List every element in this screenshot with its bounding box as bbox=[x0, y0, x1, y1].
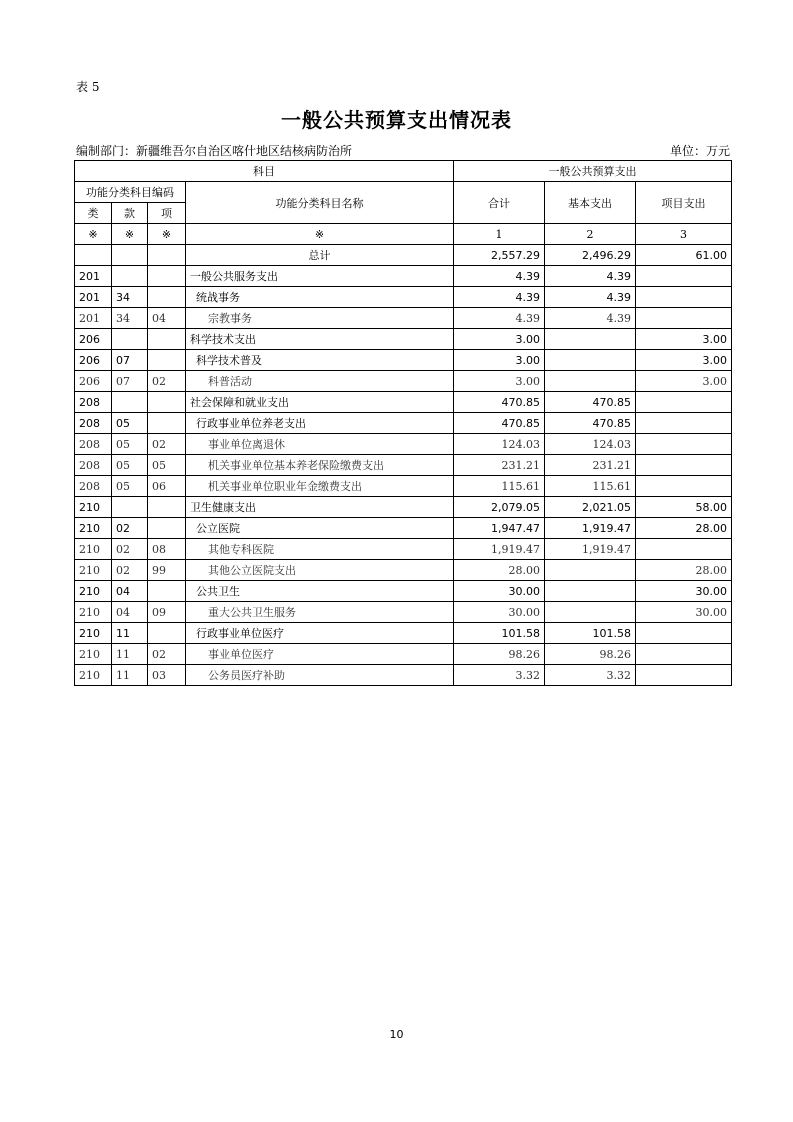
cell-kuan: 04 bbox=[112, 602, 148, 623]
cell-xiang: 04 bbox=[148, 308, 186, 329]
cell-xiang: 08 bbox=[148, 539, 186, 560]
cell-lei: 210 bbox=[75, 623, 112, 644]
table-row bbox=[75, 665, 732, 686]
table-row bbox=[75, 392, 732, 413]
cell-name: 行政事业单位养老支出 bbox=[186, 413, 454, 434]
cell-total: 3.32 bbox=[454, 665, 545, 686]
cell-project: 30.00 bbox=[636, 602, 732, 623]
cell-kuan: 07 bbox=[112, 371, 148, 392]
cell-total: 1,947.47 bbox=[454, 518, 545, 539]
cell-lei: 208 bbox=[75, 455, 112, 476]
cell-total: 124.03 bbox=[454, 434, 545, 455]
subject-header: 科目 bbox=[75, 161, 454, 182]
budget-table bbox=[74, 160, 732, 686]
mark-xiang: ※ bbox=[148, 224, 186, 245]
cell-lei: 208 bbox=[75, 413, 112, 434]
cell-kuan bbox=[112, 392, 148, 413]
table-row bbox=[75, 623, 732, 644]
cell-project: 61.00 bbox=[636, 245, 732, 266]
cell-xiang: 03 bbox=[148, 665, 186, 686]
cell-basic: 4.39 bbox=[545, 266, 636, 287]
index-project: 3 bbox=[636, 224, 732, 245]
table-row bbox=[75, 434, 732, 455]
cell-total: 2,079.05 bbox=[454, 497, 545, 518]
cell-kuan: 05 bbox=[112, 476, 148, 497]
cell-lei: 208 bbox=[75, 434, 112, 455]
cell-lei: 210 bbox=[75, 581, 112, 602]
table-row bbox=[75, 518, 732, 539]
cell-project bbox=[636, 623, 732, 644]
budget-table-body bbox=[75, 245, 732, 686]
cell-lei: 201 bbox=[75, 266, 112, 287]
cell-xiang bbox=[148, 623, 186, 644]
cell-kuan: 34 bbox=[112, 287, 148, 308]
cell-kuan: 05 bbox=[112, 455, 148, 476]
table-row bbox=[75, 308, 732, 329]
budget-header: 一般公共预算支出 bbox=[454, 161, 732, 182]
cell-lei: 206 bbox=[75, 371, 112, 392]
cell-kuan: 11 bbox=[112, 665, 148, 686]
cell-kuan: 07 bbox=[112, 350, 148, 371]
cell-total: 3.00 bbox=[454, 371, 545, 392]
cell-lei: 208 bbox=[75, 476, 112, 497]
cell-project bbox=[636, 413, 732, 434]
cell-project bbox=[636, 308, 732, 329]
cell-xiang bbox=[148, 287, 186, 308]
cell-name: 机关事业单位职业年金缴费支出 bbox=[186, 476, 454, 497]
cell-name: 科普活动 bbox=[186, 371, 454, 392]
cell-name: 事业单位医疗 bbox=[186, 644, 454, 665]
cell-total: 2,557.29 bbox=[454, 245, 545, 266]
cell-xiang: 06 bbox=[148, 476, 186, 497]
cell-project: 58.00 bbox=[636, 497, 732, 518]
cell-total: 4.39 bbox=[454, 266, 545, 287]
cell-project bbox=[636, 476, 732, 497]
cell-project bbox=[636, 392, 732, 413]
cell-basic bbox=[545, 560, 636, 581]
table-row bbox=[75, 476, 732, 497]
department-label: 编制部门：新疆维吾尔自治区喀什地区结核病防治所 bbox=[76, 144, 353, 158]
cell-total: 98.26 bbox=[454, 644, 545, 665]
cell-total: 4.39 bbox=[454, 287, 545, 308]
cell-project bbox=[636, 266, 732, 287]
cell-name: 事业单位离退休 bbox=[186, 434, 454, 455]
cell-basic: 124.03 bbox=[545, 434, 636, 455]
table-row bbox=[75, 539, 732, 560]
cell-lei: 210 bbox=[75, 602, 112, 623]
cell-project bbox=[636, 455, 732, 476]
cell-total: 4.39 bbox=[454, 308, 545, 329]
table-row bbox=[75, 371, 732, 392]
cell-name: 卫生健康支出 bbox=[186, 497, 454, 518]
cell-basic: 2,496.29 bbox=[545, 245, 636, 266]
cell-name: 统战事务 bbox=[186, 287, 454, 308]
index-total: 1 bbox=[454, 224, 545, 245]
cell-basic bbox=[545, 581, 636, 602]
cell-basic: 470.85 bbox=[545, 392, 636, 413]
cell-lei: 210 bbox=[75, 518, 112, 539]
index-basic: 2 bbox=[545, 224, 636, 245]
cell-xiang: 02 bbox=[148, 371, 186, 392]
cell-basic: 231.21 bbox=[545, 455, 636, 476]
cell-basic bbox=[545, 329, 636, 350]
cell-kuan: 04 bbox=[112, 581, 148, 602]
cell-basic: 1,919.47 bbox=[545, 539, 636, 560]
cell-lei: 201 bbox=[75, 287, 112, 308]
table-row bbox=[75, 560, 732, 581]
cell-basic: 101.58 bbox=[545, 623, 636, 644]
cell-xiang: 99 bbox=[148, 560, 186, 581]
cell-lei bbox=[75, 245, 112, 266]
cell-project: 3.00 bbox=[636, 371, 732, 392]
cell-total: 3.00 bbox=[454, 329, 545, 350]
project-header: 项目支出 bbox=[636, 182, 732, 224]
cell-basic: 98.26 bbox=[545, 644, 636, 665]
cell-total: 470.85 bbox=[454, 413, 545, 434]
cell-xiang bbox=[148, 497, 186, 518]
cell-kuan: 02 bbox=[112, 539, 148, 560]
col-kuan-header: 款 bbox=[112, 203, 148, 224]
cell-lei: 210 bbox=[75, 665, 112, 686]
cell-basic: 470.85 bbox=[545, 413, 636, 434]
cell-project: 28.00 bbox=[636, 518, 732, 539]
cell-total: 231.21 bbox=[454, 455, 545, 476]
cell-lei: 210 bbox=[75, 497, 112, 518]
cell-total: 28.00 bbox=[454, 560, 545, 581]
col-lei-header: 类 bbox=[75, 203, 112, 224]
cell-total: 1,919.47 bbox=[454, 539, 545, 560]
cell-lei: 208 bbox=[75, 392, 112, 413]
mark-name: ※ bbox=[186, 224, 454, 245]
cell-kuan: 05 bbox=[112, 434, 148, 455]
table-row bbox=[75, 329, 732, 350]
table-row bbox=[75, 602, 732, 623]
cell-xiang bbox=[148, 245, 186, 266]
cell-total: 470.85 bbox=[454, 392, 545, 413]
cell-project bbox=[636, 665, 732, 686]
cell-kuan: 11 bbox=[112, 623, 148, 644]
cell-name: 行政事业单位医疗 bbox=[186, 623, 454, 644]
cell-total: 30.00 bbox=[454, 602, 545, 623]
cell-basic bbox=[545, 371, 636, 392]
basic-header: 基本支出 bbox=[545, 182, 636, 224]
cell-xiang bbox=[148, 581, 186, 602]
cell-total: 101.58 bbox=[454, 623, 545, 644]
cell-kuan: 34 bbox=[112, 308, 148, 329]
cell-total: 115.61 bbox=[454, 476, 545, 497]
cell-kuan: 05 bbox=[112, 413, 148, 434]
cell-lei: 210 bbox=[75, 539, 112, 560]
cell-name: 科学技术支出 bbox=[186, 329, 454, 350]
cell-basic bbox=[545, 350, 636, 371]
cell-xiang bbox=[148, 329, 186, 350]
cell-name: 重大公共卫生服务 bbox=[186, 602, 454, 623]
table-row bbox=[75, 413, 732, 434]
cell-xiang bbox=[148, 518, 186, 539]
cell-basic: 4.39 bbox=[545, 308, 636, 329]
cell-name: 总计 bbox=[186, 245, 454, 266]
cell-kuan bbox=[112, 245, 148, 266]
table-row bbox=[75, 455, 732, 476]
cell-name: 宗教事务 bbox=[186, 308, 454, 329]
cell-name: 公共卫生 bbox=[186, 581, 454, 602]
cell-lei: 206 bbox=[75, 350, 112, 371]
col-xiang-header: 项 bbox=[148, 203, 186, 224]
table-row bbox=[75, 266, 732, 287]
cell-basic: 115.61 bbox=[545, 476, 636, 497]
cell-total: 30.00 bbox=[454, 581, 545, 602]
cell-lei: 206 bbox=[75, 329, 112, 350]
cell-project bbox=[636, 287, 732, 308]
cell-name: 一般公共服务支出 bbox=[186, 266, 454, 287]
cell-total: 3.00 bbox=[454, 350, 545, 371]
mark-lei: ※ bbox=[75, 224, 112, 245]
cell-kuan: 11 bbox=[112, 644, 148, 665]
table-row bbox=[75, 497, 732, 518]
cell-kuan bbox=[112, 497, 148, 518]
cell-name: 科学技术普及 bbox=[186, 350, 454, 371]
page-title: 一般公共预算支出情况表 bbox=[281, 108, 512, 132]
cell-project bbox=[636, 539, 732, 560]
cell-xiang bbox=[148, 413, 186, 434]
cell-project: 3.00 bbox=[636, 329, 732, 350]
cell-xiang bbox=[148, 266, 186, 287]
cell-kuan bbox=[112, 329, 148, 350]
cell-lei: 210 bbox=[75, 560, 112, 581]
name-header: 功能分类科目名称 bbox=[186, 182, 454, 224]
cell-kuan: 02 bbox=[112, 518, 148, 539]
total-header: 合计 bbox=[454, 182, 545, 224]
cell-xiang: 02 bbox=[148, 434, 186, 455]
cell-xiang bbox=[148, 350, 186, 371]
cell-basic: 1,919.47 bbox=[545, 518, 636, 539]
cell-project bbox=[636, 434, 732, 455]
unit-label: 单位：万元 bbox=[669, 144, 730, 158]
table-row bbox=[75, 644, 732, 665]
cell-lei: 210 bbox=[75, 644, 112, 665]
cell-name: 社会保障和就业支出 bbox=[186, 392, 454, 413]
cell-name: 公务员医疗补助 bbox=[186, 665, 454, 686]
cell-name: 公立医院 bbox=[186, 518, 454, 539]
page-number: 10 bbox=[389, 1028, 404, 1041]
cell-lei: 201 bbox=[75, 308, 112, 329]
cell-project: 28.00 bbox=[636, 560, 732, 581]
cell-basic: 4.39 bbox=[545, 287, 636, 308]
cell-project bbox=[636, 644, 732, 665]
cell-basic: 3.32 bbox=[545, 665, 636, 686]
table-row bbox=[75, 350, 732, 371]
cell-xiang: 09 bbox=[148, 602, 186, 623]
cell-name: 其他公立医院支出 bbox=[186, 560, 454, 581]
total-row bbox=[75, 245, 732, 266]
cell-basic bbox=[545, 602, 636, 623]
mark-kuan: ※ bbox=[112, 224, 148, 245]
cell-project: 3.00 bbox=[636, 350, 732, 371]
cell-project: 30.00 bbox=[636, 581, 732, 602]
cell-xiang: 02 bbox=[148, 644, 186, 665]
table-number: 表 5 bbox=[76, 80, 100, 94]
table-row bbox=[75, 581, 732, 602]
table-row bbox=[75, 287, 732, 308]
cell-kuan bbox=[112, 266, 148, 287]
cell-basic: 2,021.05 bbox=[545, 497, 636, 518]
code-header: 功能分类科目编码 bbox=[75, 182, 186, 203]
cell-xiang: 05 bbox=[148, 455, 186, 476]
cell-kuan: 02 bbox=[112, 560, 148, 581]
cell-name: 其他专科医院 bbox=[186, 539, 454, 560]
cell-name: 机关事业单位基本养老保险缴费支出 bbox=[186, 455, 454, 476]
cell-xiang bbox=[148, 392, 186, 413]
